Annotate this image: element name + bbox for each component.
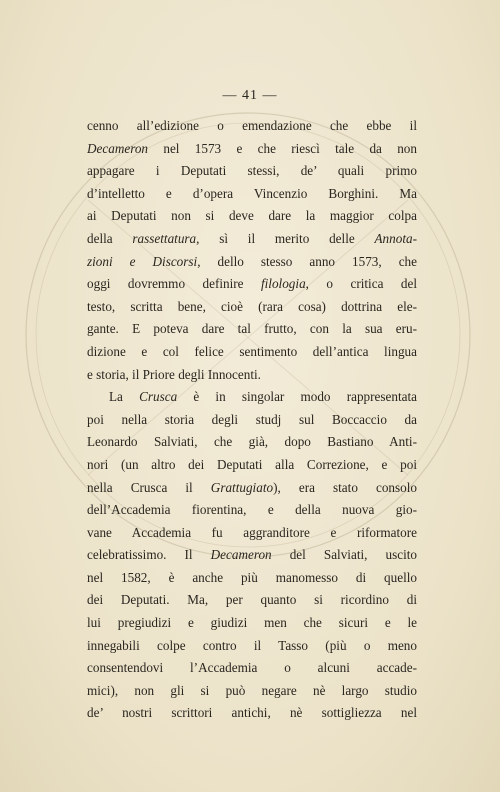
text-segment: e storia, il Priore degli Innocenti. [87,366,261,382]
text-segment: Leonardo Salviati, che già, dopo Bastiano Anti- [87,434,417,450]
text-segment: innegabili colpe contro il Tasso (più o meno [87,637,417,653]
italic-text: Decameron [210,547,272,563]
text-line [87,499,417,522]
text-line [87,296,417,319]
text-line [87,522,417,545]
text-line [87,364,417,387]
text-segment: ), era stato consolo [273,479,417,495]
text-segment: celebratissimo. Il [87,547,211,563]
italic-text: Decameron [87,140,149,156]
page-number: — 41 — [222,88,278,103]
text-line [87,183,417,206]
text-segment: poi nella storia degli studj sul Boccaccio da [87,411,417,427]
text-segment: della [87,230,133,246]
text-segment: dizione e col felice sentimento dell’antica lingua [87,343,417,359]
text-segment: appagare i Deputati stessi, de’ quali primo [87,163,417,179]
text-segment: è in singolar modo rappresentata [177,389,417,405]
text-segment: nel 1573 e che riescì tale da non [148,140,417,156]
italic-text: Grattugiato [210,479,274,495]
text-segment: , o critica del [305,276,417,292]
text-segment: gante. E poteva dare tal frutto, con la sua eru- [87,321,417,337]
text-segment: dell’Accademia fiorentina, e della nuova gio- [87,502,417,518]
body-text [87,115,417,725]
text-line [87,680,417,703]
text-line [87,702,417,725]
text-line [87,318,417,341]
italic-text: Crusca [139,389,178,405]
text-segment: nella Crusca il [87,479,211,495]
text-segment: dei Deputati. Ma, per quanto si ricordino di [87,592,417,608]
text-segment: lui pregiudizi e giudizi men che sicuri e le [87,615,417,631]
text-segment: ai Deputati non si deve dare la maggior colpa [87,208,417,224]
text-line [87,635,417,658]
text-line [87,431,417,454]
italic-text: filologia [260,276,306,292]
italic-text: Annota- [374,230,417,246]
text-line [87,657,417,680]
text-line [87,205,417,228]
text-line [87,228,417,251]
text-line [87,589,417,612]
text-line [87,567,417,590]
text-segment: La [109,389,140,405]
text-segment: de’ nostri scrittori antichi, nè sottigliezza nel [87,705,417,721]
text-line [87,341,417,364]
text-segment: , dello stesso anno 1573, che [197,253,417,269]
text-line [87,138,417,161]
text-segment: , sì il merito delle [196,230,375,246]
text-line [87,251,417,274]
text-segment: mici), non gli si può negare nè largo studio [87,682,417,698]
text-line [87,160,417,183]
text-line [87,544,417,567]
text-segment: vane Accademia fu aggranditore e riformatore [87,524,417,540]
text-line [87,409,417,432]
text-line [87,273,417,296]
italic-text: zioni e Discorsi [87,253,198,269]
text-segment: d’intelletto e d’opera Vincenzio Borghini. Ma [87,185,417,201]
text-segment: testo, scritta bene, cioè (rara cosa) dottrina ele- [87,298,417,314]
text-segment: oggi dovremmo definire [87,276,261,292]
text-segment: consentendovi l’Accademia o alcuni accade- [87,660,417,676]
italic-text: rassettatura [132,230,197,246]
text-segment: cenno all’edizione o emendazione che ebbe il [87,118,417,133]
text-segment: nel 1582, è anche più manomesso di quello [87,569,417,585]
text-line [87,477,417,500]
text-line [87,386,417,409]
text-segment: nori (un altro dei Deputati alla Correzione, e poi [87,456,417,472]
text-line [87,115,417,138]
text-segment: del Salviati, uscito [271,547,417,563]
text-line [87,612,417,635]
text-line [87,454,417,477]
